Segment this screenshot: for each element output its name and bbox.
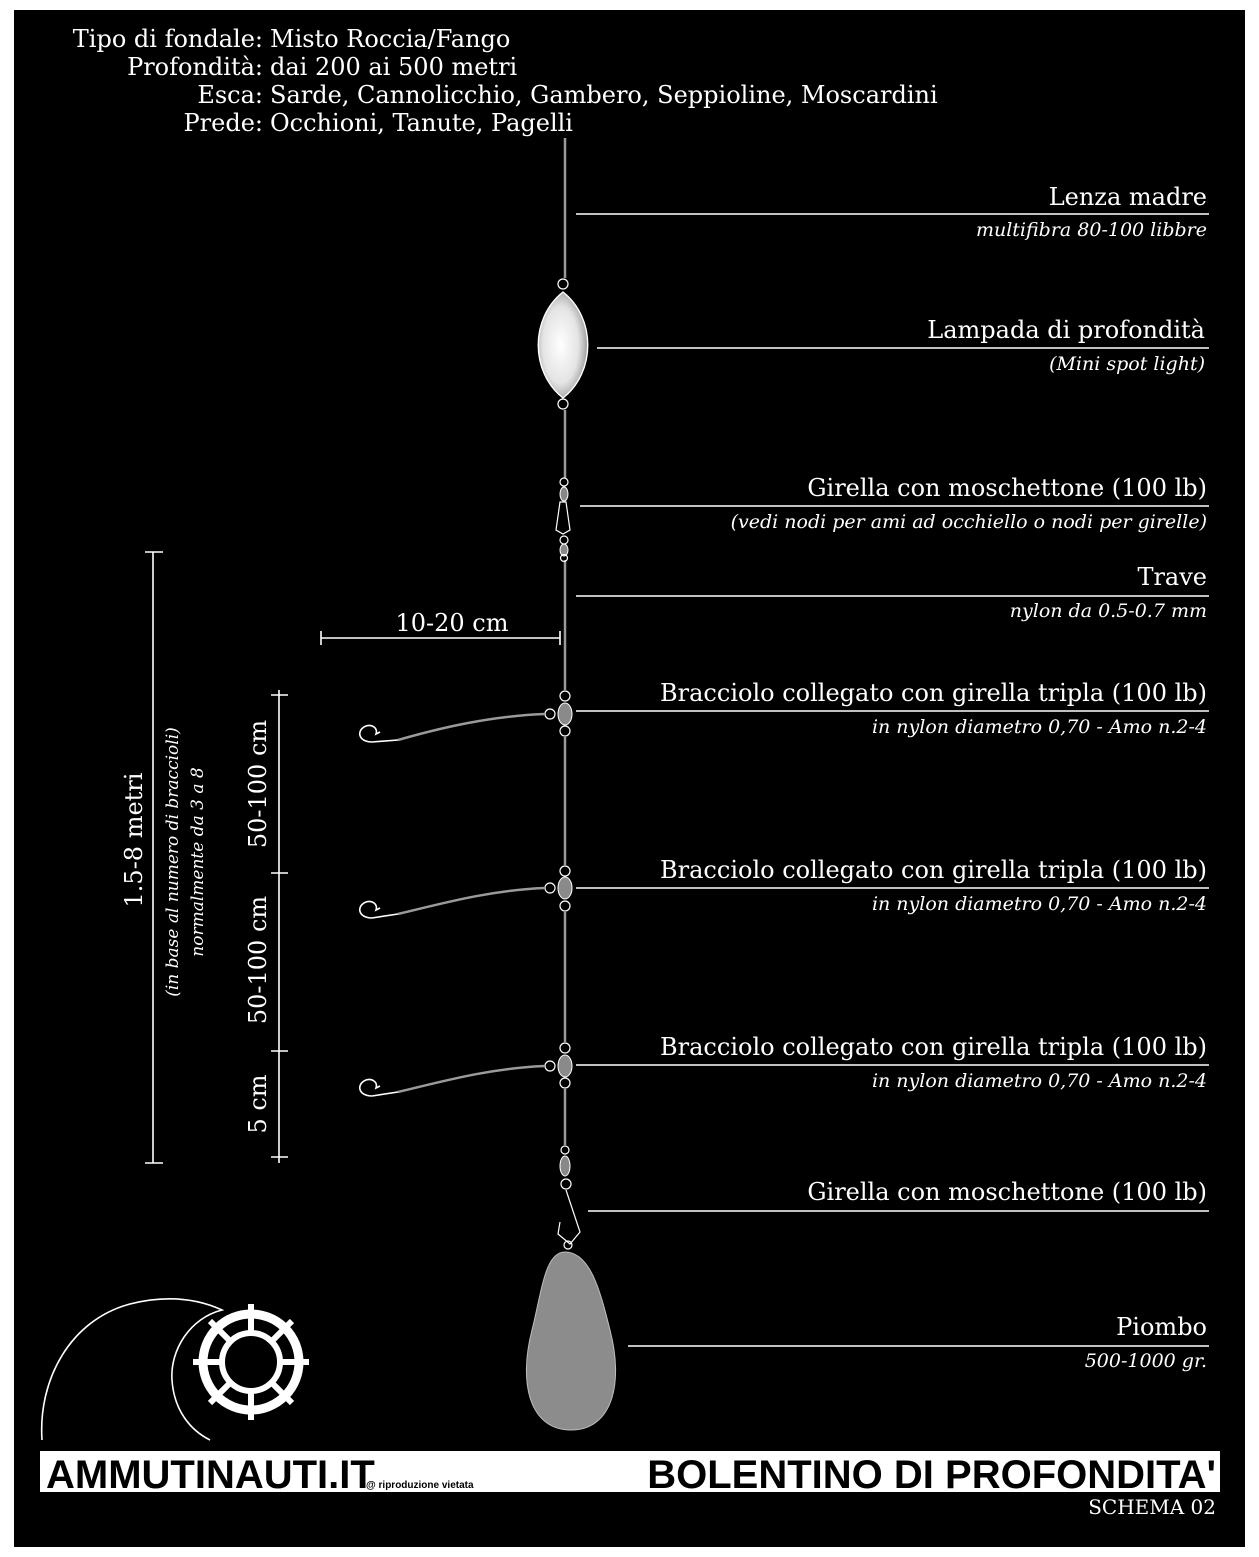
label-girella-top-sub: (vedi nodi per ami ad occhiello o nodi per girelle) xyxy=(730,511,1207,533)
dimension-spacing-2-text: 50-100 cm xyxy=(244,895,272,1025)
label-trave-sub: nylon da 0.5-0.7 mm xyxy=(1009,600,1207,622)
dimension-total-note-2: normalmente da 3 a 8 xyxy=(188,767,208,957)
footer-brand: AMMUTINAUTI.IT xyxy=(46,1453,375,1497)
label-lenza-madre-sub: multifibra 80-100 libbre xyxy=(975,219,1207,241)
footer-title: BOLENTINO DI PROFONDITA' xyxy=(647,1453,1216,1497)
info-key-profondita: Profondità: xyxy=(127,53,263,81)
label-lampada-sub: (Mini spot light) xyxy=(1049,353,1205,375)
label-bracciolo-1-sub: in nylon diametro 0,70 - Amo n.2-4 xyxy=(871,716,1207,738)
label-girella-bottom-title: Girella con moschettone (100 lb) xyxy=(807,1178,1207,1206)
info-value-profondita: dai 200 ai 500 metri xyxy=(270,53,518,81)
info-value-fondale: Misto Roccia/Fango xyxy=(270,25,511,53)
dimension-spacing-1-text: 50-100 cm xyxy=(244,719,272,849)
label-bracciolo-3-title: Bracciolo collegato con girella tripla (100 lb) xyxy=(660,1033,1207,1061)
dimension-spacing-3-text: 5 cm xyxy=(244,1074,272,1134)
label-bracciolo-1-title: Bracciolo collegato con girella tripla (100 lb) xyxy=(660,679,1207,707)
info-value-prede: Occhioni, Tanute, Pagelli xyxy=(270,109,573,137)
label-bracciolo-2-title: Bracciolo collegato con girella tripla (100 lb) xyxy=(660,856,1207,884)
dimension-branch-length-text: 10-20 cm xyxy=(395,609,509,637)
label-piombo-title: Piombo xyxy=(1116,1313,1207,1341)
info-key-fondale: Tipo di fondale: xyxy=(72,25,263,53)
info-key-prede: Prede: xyxy=(183,109,263,137)
label-lampada-title: Lampada di profondità xyxy=(927,316,1205,344)
label-girella-top-title: Girella con moschettone (100 lb) xyxy=(807,474,1207,502)
footer-schema: SCHEMA 02 xyxy=(1088,1495,1216,1519)
footer-copyright: @ riproduzione vietata xyxy=(366,1480,474,1491)
footer-banner xyxy=(40,1451,1220,1497)
label-trave-title: Trave xyxy=(1137,563,1207,591)
label-piombo-sub: 500-1000 gr. xyxy=(1084,1350,1207,1372)
info-key-esca: Esca: xyxy=(197,81,263,109)
dimension-total-length-text: 1.5-8 metri xyxy=(120,772,148,908)
dimension-total-note-1: (in base al numero di braccioli) xyxy=(163,727,183,997)
label-lenza-madre-title: Lenza madre xyxy=(1048,183,1207,211)
label-bracciolo-2-sub: in nylon diametro 0,70 - Amo n.2-4 xyxy=(871,893,1207,915)
info-value-esca: Sarde, Cannolicchio, Gambero, Seppioline, Moscardini xyxy=(270,81,938,109)
label-bracciolo-3-sub: in nylon diametro 0,70 - Amo n.2-4 xyxy=(871,1070,1207,1092)
